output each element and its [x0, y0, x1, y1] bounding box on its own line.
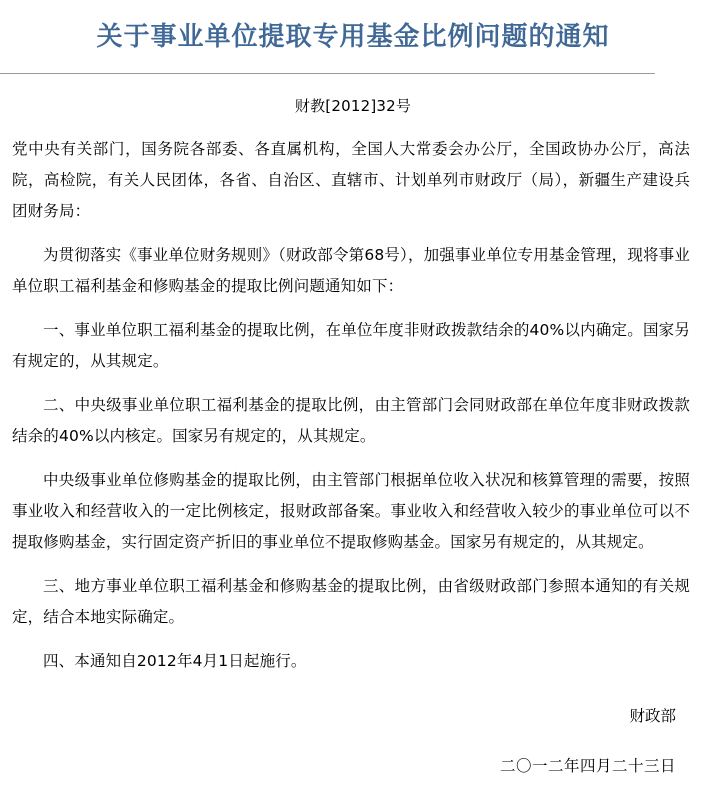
paragraph-article-2-continued: 中央级事业单位修购基金的提取比例，由主管部门根据单位收入状况和核算管理的需要，按照事业收入和经营收入的一定比例核定，报财政部备案。事业收入和经营收入较少的事业单位可以不提取修购基金，实行固定资产折旧的事业单位不提取修购基金。国家另有规定的，从其规定。 — [12, 471, 690, 551]
paragraph-preamble: 为贯彻落实《事业单位财务规则》（财政部令第68号），加强事业单位专用基金管理，现将事业单位职工福利基金和修购基金的提取比例问题通知如下： — [12, 246, 690, 295]
paragraph-article-4: 四、本通知自2012年4月1日起施行。 — [43, 652, 307, 670]
paragraph-article-3: 三、地方事业单位职工福利基金和修购基金的提取比例，由省级财政部门参照本通知的有关规定，结合本地实际确定。 — [12, 577, 690, 626]
paragraph-article-2: 二、中央级事业单位职工福利基金的提取比例，由主管部门会同财政部在单位年度非财政拨款结余的40%以内核定。国家另有规定的，从其规定。 — [12, 396, 690, 445]
signature-organization: 财政部 — [629, 707, 676, 725]
addressee-paragraph: 党中央有关部门，国务院各部委、各直属机构，全国人大常委会办公厅，全国政协办公厅，高法院，高检院，有关人民团体，各省、自治区、直辖市、计划单列市财政厅（局），新疆生产建设兵团财务局： — [12, 140, 690, 220]
document-number: 财教[2012]32号 — [294, 97, 412, 115]
title-divider-wrapper — [0, 54, 706, 74]
signature-block — [0, 701, 706, 781]
paragraph-article-1: 一、事业单位职工福利基金的提取比例，在单位年度非财政拨款结余的40%以内确定。国家另有规定的，从其规定。 — [12, 321, 690, 370]
signature-date: 二〇一二年四月二十三日 — [499, 757, 676, 775]
page-title: 关于事业单位提取专用基金比例问题的通知 — [96, 22, 610, 52]
document-body — [0, 134, 706, 677]
